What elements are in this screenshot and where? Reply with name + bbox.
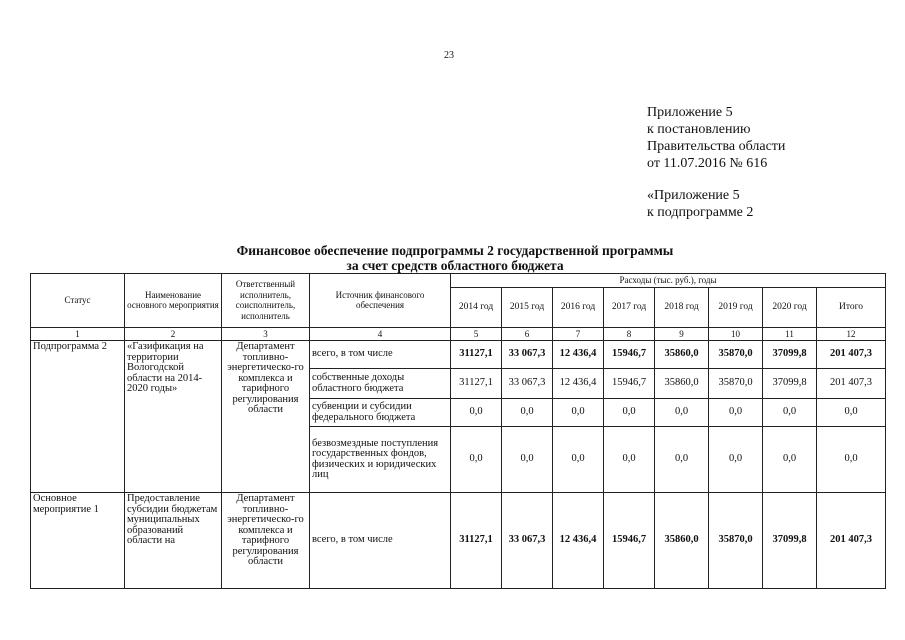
- source-cell: безвозмездные поступления государственных фондов, физических и юридических лиц: [310, 427, 451, 493]
- source-cell: собственные доходы областного бюджета: [310, 369, 451, 399]
- status-cell: Подпрограмма 2: [31, 341, 125, 493]
- value-cell: 35870,0: [709, 493, 763, 589]
- value-cell: 0,0: [451, 399, 502, 427]
- header-year: 2018 год: [655, 287, 709, 327]
- title-line-2: за счет средств областного бюджета: [346, 258, 564, 273]
- value-cell: 35860,0: [655, 493, 709, 589]
- column-number: 4: [310, 327, 451, 341]
- header-year: 2019 год: [709, 287, 763, 327]
- column-number: 5: [451, 327, 502, 341]
- financing-table: [30, 273, 886, 589]
- column-number: 6: [502, 327, 553, 341]
- appendix-header: [647, 104, 785, 221]
- table-row: [31, 493, 886, 589]
- total-cell: 201 407,3: [817, 493, 886, 589]
- value-cell: 35870,0: [709, 341, 763, 369]
- name-cell: Предоставление субсидии бюджетам муниципальных образований области на: [125, 493, 222, 589]
- column-number: 12: [817, 327, 886, 341]
- header-year: 2014 год: [451, 287, 502, 327]
- appendix-line: к постановлению: [647, 122, 751, 137]
- value-cell: 35860,0: [655, 369, 709, 399]
- value-cell: 31127,1: [451, 341, 502, 369]
- value-cell: 0,0: [763, 427, 817, 493]
- value-cell: 35870,0: [709, 369, 763, 399]
- appendix-line: Приложение 5: [647, 105, 733, 120]
- status-cell: Основное мероприятие 1: [31, 493, 125, 589]
- source-cell: всего, в том числе: [310, 341, 451, 369]
- executor-cell: Департамент топливно-энергетическо-го комплекса и тарифного регулирования области: [222, 493, 310, 589]
- value-cell: 0,0: [502, 427, 553, 493]
- value-cell: 12 436,4: [553, 341, 604, 369]
- title-line-1: Финансовое обеспечение подпрограммы 2 государственной программы: [236, 243, 674, 258]
- header-executor: Ответственный исполнитель, соисполнитель, исполнитель: [222, 274, 310, 328]
- column-number: 8: [604, 327, 655, 341]
- value-cell: 33 067,3: [502, 493, 553, 589]
- name-cell: «Газификация на территории Вологодской области на 2014-2020 годы»: [125, 341, 222, 493]
- header-status: Статус: [31, 274, 125, 328]
- value-cell: 31127,1: [451, 493, 502, 589]
- total-cell: 201 407,3: [817, 369, 886, 399]
- total-cell: 201 407,3: [817, 341, 886, 369]
- value-cell: 0,0: [553, 399, 604, 427]
- header-year: 2020 год: [763, 287, 817, 327]
- executor-cell: Департамент топливно-энергетическо-го комплекса и тарифного регулирования области: [222, 341, 310, 493]
- header-expenses: Расходы (тыс. руб.), годы: [451, 274, 886, 288]
- value-cell: 37099,8: [763, 493, 817, 589]
- source-cell: субвенции и субсидии федерального бюджета: [310, 399, 451, 427]
- value-cell: 33 067,3: [502, 369, 553, 399]
- value-cell: 0,0: [604, 427, 655, 493]
- value-cell: 0,0: [451, 427, 502, 493]
- column-number: 3: [222, 327, 310, 341]
- value-cell: 33 067,3: [502, 341, 553, 369]
- appendix-line: «Приложение 5: [647, 188, 740, 203]
- appendix-line: Правительства области: [647, 139, 786, 154]
- value-cell: 35860,0: [655, 341, 709, 369]
- column-number: 11: [763, 327, 817, 341]
- value-cell: 37099,8: [763, 341, 817, 369]
- header-year: 2016 год: [553, 287, 604, 327]
- value-cell: 0,0: [655, 399, 709, 427]
- total-cell: 0,0: [817, 427, 886, 493]
- value-cell: 0,0: [553, 427, 604, 493]
- value-cell: 15946,7: [604, 341, 655, 369]
- column-number: 9: [655, 327, 709, 341]
- value-cell: 12 436,4: [553, 369, 604, 399]
- header-total: Итого: [817, 287, 886, 327]
- source-cell: всего, в том числе: [310, 493, 451, 589]
- value-cell: 0,0: [763, 399, 817, 427]
- total-cell: 0,0: [817, 399, 886, 427]
- appendix-line: к подпрограмме 2: [647, 205, 754, 220]
- document-title: [120, 243, 790, 273]
- value-cell: 15946,7: [604, 493, 655, 589]
- header-year: 2015 год: [502, 287, 553, 327]
- column-number: 10: [709, 327, 763, 341]
- column-number-row: [31, 327, 886, 341]
- column-number: 7: [553, 327, 604, 341]
- value-cell: 0,0: [655, 427, 709, 493]
- appendix-date-line: от 11.07.2016 № 616: [647, 156, 768, 171]
- value-cell: 0,0: [709, 427, 763, 493]
- value-cell: 12 436,4: [553, 493, 604, 589]
- value-cell: 15946,7: [604, 369, 655, 399]
- page-number: 23: [444, 50, 454, 61]
- value-cell: 37099,8: [763, 369, 817, 399]
- header-name: Наименование основного мероприятия: [125, 274, 222, 328]
- value-cell: 0,0: [709, 399, 763, 427]
- header-source: Источник финансового обеспечения: [310, 274, 451, 328]
- value-cell: 31127,1: [451, 369, 502, 399]
- value-cell: 0,0: [502, 399, 553, 427]
- column-number: 1: [31, 327, 125, 341]
- header-year: 2017 год: [604, 287, 655, 327]
- table-row: [31, 341, 886, 369]
- column-number: 2: [125, 327, 222, 341]
- value-cell: 0,0: [604, 399, 655, 427]
